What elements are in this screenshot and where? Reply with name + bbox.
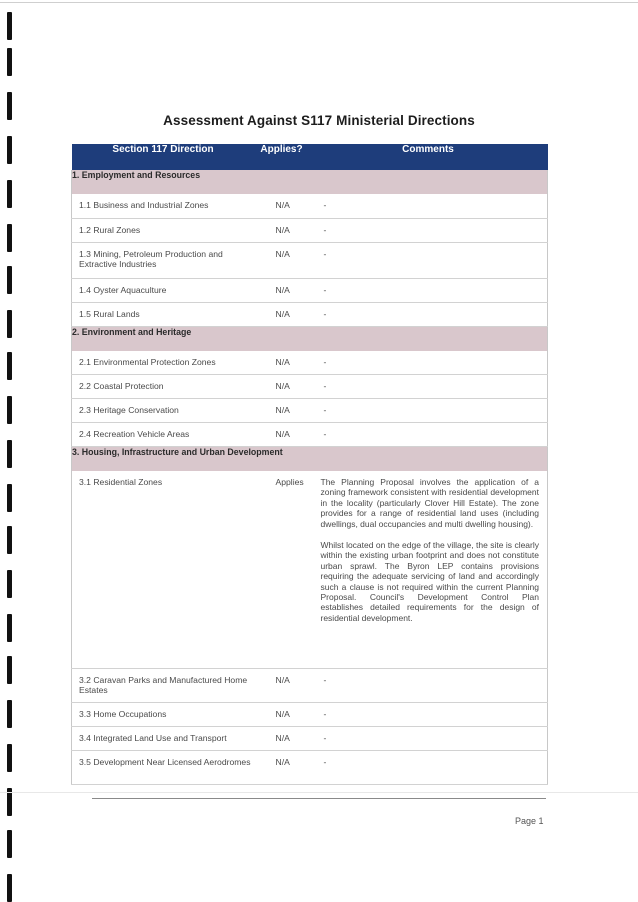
applies-cell: N/A <box>255 423 309 447</box>
binding-hole <box>7 744 12 772</box>
binding-holes <box>2 0 16 898</box>
direction-cell: 1.1 Business and Industrial Zones <box>72 194 255 218</box>
binding-hole <box>7 224 12 252</box>
direction-cell: 2.4 Recreation Vehicle Areas <box>72 423 255 447</box>
applies-cell: N/A <box>255 242 309 278</box>
direction-cell: 1.4 Oyster Aquaculture <box>72 278 255 302</box>
comment-cell: - <box>309 726 548 750</box>
assessment-table <box>71 144 548 785</box>
binding-hole <box>7 48 12 76</box>
comment-cell: - <box>309 702 548 726</box>
page-title: Assessment Against S117 Ministerial Directions <box>163 113 475 128</box>
binding-hole <box>7 310 12 338</box>
comment-cell: - <box>309 242 548 278</box>
table-body <box>72 170 548 784</box>
direction-cell: 3.4 Integrated Land Use and Transport <box>72 726 255 750</box>
table-row <box>72 668 548 702</box>
applies-cell: N/A <box>255 702 309 726</box>
applies-cell: N/A <box>255 194 309 218</box>
binding-hole <box>7 180 12 208</box>
applies-cell: N/A <box>255 302 309 326</box>
footer-faint-rule <box>0 792 638 793</box>
page-top-edge <box>0 2 638 3</box>
binding-hole <box>7 440 12 468</box>
table-row <box>72 242 548 278</box>
direction-cell: 3.5 Development Near Licensed Aerodromes <box>72 750 255 784</box>
direction-cell: 2.1 Environmental Protection Zones <box>72 351 255 375</box>
direction-cell: 3.1 Residential Zones <box>72 471 255 668</box>
section-heading: 2. Environment and Heritage <box>72 326 548 351</box>
applies-cell: N/A <box>255 375 309 399</box>
table-row <box>72 726 548 750</box>
direction-cell: 1.5 Rural Lands <box>72 302 255 326</box>
comment-cell: - <box>309 351 548 375</box>
binding-hole <box>7 614 12 642</box>
binding-hole <box>7 484 12 512</box>
direction-cell: 3.3 Home Occupations <box>72 702 255 726</box>
applies-cell: N/A <box>255 726 309 750</box>
table-row <box>72 375 548 399</box>
table-row <box>72 278 548 302</box>
binding-hole <box>7 12 12 40</box>
applies-cell: Applies <box>255 471 309 668</box>
section-heading-row <box>72 170 548 194</box>
applies-cell: N/A <box>255 278 309 302</box>
applies-cell: N/A <box>255 351 309 375</box>
comment-cell: - <box>309 194 548 218</box>
table-row <box>72 351 548 375</box>
binding-hole <box>7 136 12 164</box>
table-row <box>72 194 548 218</box>
binding-hole <box>7 396 12 424</box>
table-row <box>72 702 548 726</box>
comment-cell <box>309 471 548 668</box>
table-row <box>72 471 548 668</box>
footer-rule <box>92 798 546 799</box>
applies-cell: N/A <box>255 668 309 702</box>
direction-cell: 2.2 Coastal Protection <box>72 375 255 399</box>
binding-hole <box>7 570 12 598</box>
binding-hole <box>7 656 12 684</box>
section-heading-row <box>72 447 548 472</box>
table-header <box>72 144 548 170</box>
comment-cell: - <box>309 218 548 242</box>
page-number: Page 1 <box>515 816 544 826</box>
comment-cell: - <box>309 399 548 423</box>
table-row <box>72 423 548 447</box>
comment-cell: - <box>309 375 548 399</box>
section-heading: 1. Employment and Resources <box>72 170 548 194</box>
comment-paragraph: Whilst located on the edge of the village, the site is clearly within the existing urban footprint and does not constitute urban sprawl. The Byron LEP contains provisions requiring the adequate servicing of land and accordingly such a clause is not required within the current Planning Proposal. Council's Development Control Plan establishes detailed requirements for the design of residential development. <box>320 540 539 623</box>
binding-hole <box>7 830 12 858</box>
binding-hole <box>7 352 12 380</box>
binding-hole <box>7 266 12 294</box>
table-row <box>72 218 548 242</box>
section-heading-row <box>72 326 548 351</box>
applies-cell: N/A <box>255 750 309 784</box>
comment-cell: - <box>309 302 548 326</box>
direction-cell: 2.3 Heritage Conservation <box>72 399 255 423</box>
direction-cell: 1.2 Rural Zones <box>72 218 255 242</box>
applies-cell: N/A <box>255 218 309 242</box>
header-comments: Comments <box>309 144 548 170</box>
table-row <box>72 302 548 326</box>
applies-cell: N/A <box>255 399 309 423</box>
header-applies: Applies? <box>255 144 309 170</box>
table-row <box>72 750 548 784</box>
comment-cell: - <box>309 278 548 302</box>
binding-hole <box>7 700 12 728</box>
comment-paragraph: The Planning Proposal involves the application of a zoning framework consistent with residential development in the locality (particularly Clover Hill Estate). The zone provides for a range of residential land uses (including dwellings, dual occupancies and multi dwelling housing). <box>320 477 539 529</box>
binding-hole <box>7 526 12 554</box>
direction-cell: 3.2 Caravan Parks and Manufactured Home Estates <box>72 668 255 702</box>
table-row <box>72 399 548 423</box>
direction-cell: 1.3 Mining, Petroleum Production and Extractive Industries <box>72 242 255 278</box>
comment-cell: - <box>309 750 548 784</box>
comment-cell: - <box>309 423 548 447</box>
section-heading: 3. Housing, Infrastructure and Urban Development <box>72 447 548 472</box>
comment-cell: - <box>309 668 548 702</box>
header-direction: Section 117 Direction <box>72 144 255 170</box>
